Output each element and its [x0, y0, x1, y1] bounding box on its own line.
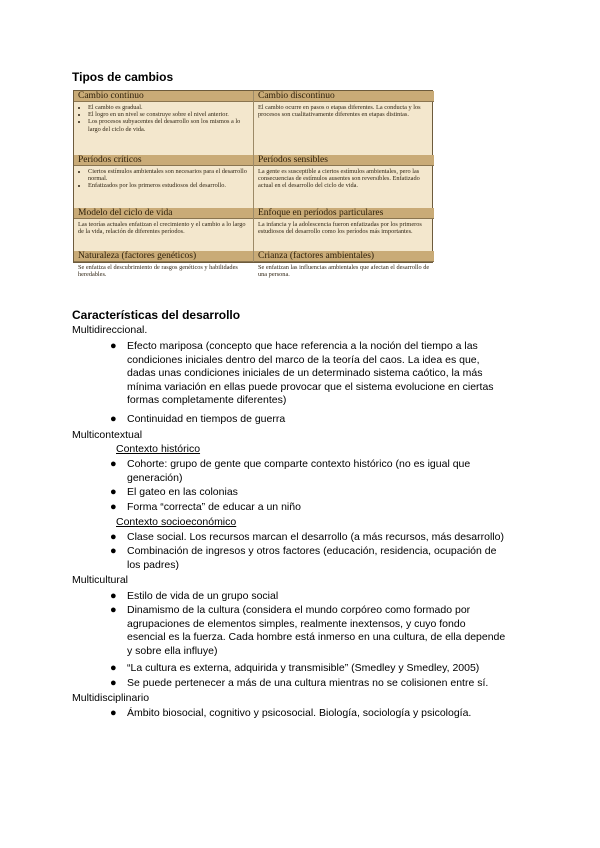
list-item-line: Clase social. Los recursos marcan el desarrollo (a más recursos, más desarrollo) — [127, 531, 504, 543]
table-head: Crianza (factores ambientales) — [254, 251, 434, 262]
list-item — [127, 707, 522, 721]
table-cell-text: El cambio ocurre en pasos o etapas diferentes. La conducta y los procesos son cualitativamente diferentes en etapas distintas. — [258, 104, 421, 119]
list-item-line: los padres) — [127, 558, 179, 571]
section-label-multidisciplinario: Multidisciplinario — [72, 692, 150, 704]
bullet-icon: ● — [110, 662, 117, 674]
list-item — [127, 590, 522, 604]
list-item-line: Se puede pertenecer a más de una cultura mientras no se colisionen entre sí. — [127, 677, 489, 689]
list-item-line: Dinamismo de la cultura (considera el mundo corpóreo como formado por — [127, 604, 471, 616]
bullet-icon: ● — [110, 531, 117, 543]
list-item-line: Combinación de ingresos y otros factores (educación, residencia, ocupación de — [127, 545, 497, 557]
list-item-line: Forma “correcta” de educar a un niño — [127, 501, 301, 513]
table-column-left — [74, 91, 254, 279]
table-cell-item: • Ciertos estímulos ambientales son necesarios para el desarrollo normal. — [88, 168, 249, 182]
table-cell — [74, 168, 253, 207]
table-head: Enfoque en períodos particulares — [254, 208, 434, 219]
list-item-line: dadas unas condiciones iniciales de un determinado sistema caótico, la más — [127, 367, 483, 379]
list-item-line: y sobre ella influye) — [127, 644, 218, 657]
subsection-contexto-socioeconomico: Contexto socioeconómico — [116, 516, 237, 528]
table-cell — [74, 221, 253, 251]
list-item — [127, 501, 522, 515]
list-item — [127, 340, 522, 408]
bullet-icon: ● — [110, 340, 117, 352]
bullet-icon: ● — [110, 413, 117, 425]
table-column-right — [254, 91, 434, 279]
table-cell — [254, 104, 434, 155]
list-item — [127, 662, 522, 676]
section-label-multicontextual: Multicontextual — [72, 429, 143, 441]
list-item-line: agrupaciones de elementos simples, realmente inextensos, y cuyo fondo — [127, 617, 466, 630]
table-head: Períodos sensibles — [254, 155, 434, 166]
table-cell-item: • El cambio es gradual. — [88, 104, 249, 111]
heading-caracteristicas: Características del desarrollo — [72, 308, 241, 322]
table-head: Naturaleza (factores genéticos) — [74, 251, 253, 262]
table-cell — [74, 104, 253, 155]
list-item — [127, 531, 522, 545]
list-item — [127, 545, 522, 572]
bullet-icon: ● — [110, 604, 117, 616]
list-item-line: condiciones iniciales dentro del marco de la teoría del caos. La idea es que, — [127, 353, 480, 366]
heading-tipos-de-cambios: Tipos de cambios — [72, 70, 174, 84]
list-item-line: El gateo en las colonias — [127, 486, 238, 498]
table-cell — [254, 221, 434, 251]
table-cell-text: La infancia y la adolescencia fueron enfatizadas por los primeros estudiosos del desarrollo como los períodos más importantes. — [258, 221, 422, 236]
table-cell-item: • El logro en un nivel se construye sobre el nivel anterior. — [88, 111, 249, 118]
table-cell-item: • Enfatizados por los primeros estudiosos del desarrollo. — [88, 182, 249, 189]
table-cell-text: Se enfatizan las influencias ambientales que afectan el desarrollo de una persona. — [258, 264, 430, 279]
tipos-de-cambios-table — [73, 90, 433, 279]
list-item-line: generación) — [127, 471, 183, 484]
table-cell-text: Se enfatiza el descubrimiento de rasgos genéticos y habilidades heredables. — [78, 264, 238, 279]
list-item-line: Estilo de vida de un grupo social — [127, 590, 279, 602]
table-head: Cambio discontinuo — [254, 91, 434, 102]
bullet-icon: ● — [110, 590, 117, 602]
list-item — [127, 604, 522, 658]
list-item-line: Cohorte: grupo de gente que comparte contexto histórico (no es igual que — [127, 458, 471, 470]
table-head: Cambio continuo — [74, 91, 253, 102]
list-item — [127, 677, 522, 691]
list-item-line: formas completamente diferentes) — [127, 394, 287, 406]
bullet-icon: ● — [110, 545, 117, 557]
table-cell — [254, 168, 434, 207]
section-label-multidireccional: Multidireccional. — [72, 324, 148, 336]
bullet-icon: ● — [110, 677, 117, 689]
table-cell — [74, 264, 253, 282]
table-cell — [254, 264, 434, 282]
bullet-icon: ● — [110, 707, 117, 719]
list-item-line: Efecto mariposa (concepto que hace referencia a la noción del tiempo a las — [127, 340, 478, 352]
list-item-line: mínima variación en ellas puede provocar que el sistema evolucione en ciertas — [127, 380, 494, 393]
list-item-line: Ámbito biosocial, cognitivo y psicosocial. Biología, sociología y psicología. — [127, 707, 472, 719]
table-head: Períodos críticos — [74, 155, 253, 166]
table-cell-text: Las teorías actuales enfatizan el crecimiento y el cambio a lo largo de la vida, relación de diferentes períodos. — [78, 221, 246, 236]
section-label-multicultural: Multicultural — [72, 574, 129, 586]
list-item-line: Continuidad en tiempos de guerra — [127, 413, 286, 425]
table-cell-item: • Los procesos subyacentes del desarrollo son los mismos a lo largo del ciclo de vida. — [88, 118, 249, 132]
list-item-line: esencial es la fuerza. Cada hombre está inmerso en una cultura, de ella depende — [127, 631, 506, 643]
bullet-icon: ● — [110, 458, 117, 470]
list-item-line: “La cultura es externa, adquirida y transmisible” (Smedley y Smedley, 2005) — [127, 662, 480, 674]
table-cell-text: La gente es susceptible a ciertos estímulos ambientales, pero las consecuencias de estímulos ausentes son reversibles. Enfatizado actual en el desarrollo del ciclo de vida. — [258, 168, 420, 190]
list-item — [127, 486, 522, 500]
list-item — [127, 458, 522, 485]
table-head: Modelo del ciclo de vida — [74, 208, 253, 219]
list-item — [127, 413, 522, 427]
subsection-contexto-historico: Contexto histórico — [116, 443, 201, 455]
bullet-icon: ● — [110, 486, 117, 498]
bullet-icon: ● — [110, 501, 117, 513]
